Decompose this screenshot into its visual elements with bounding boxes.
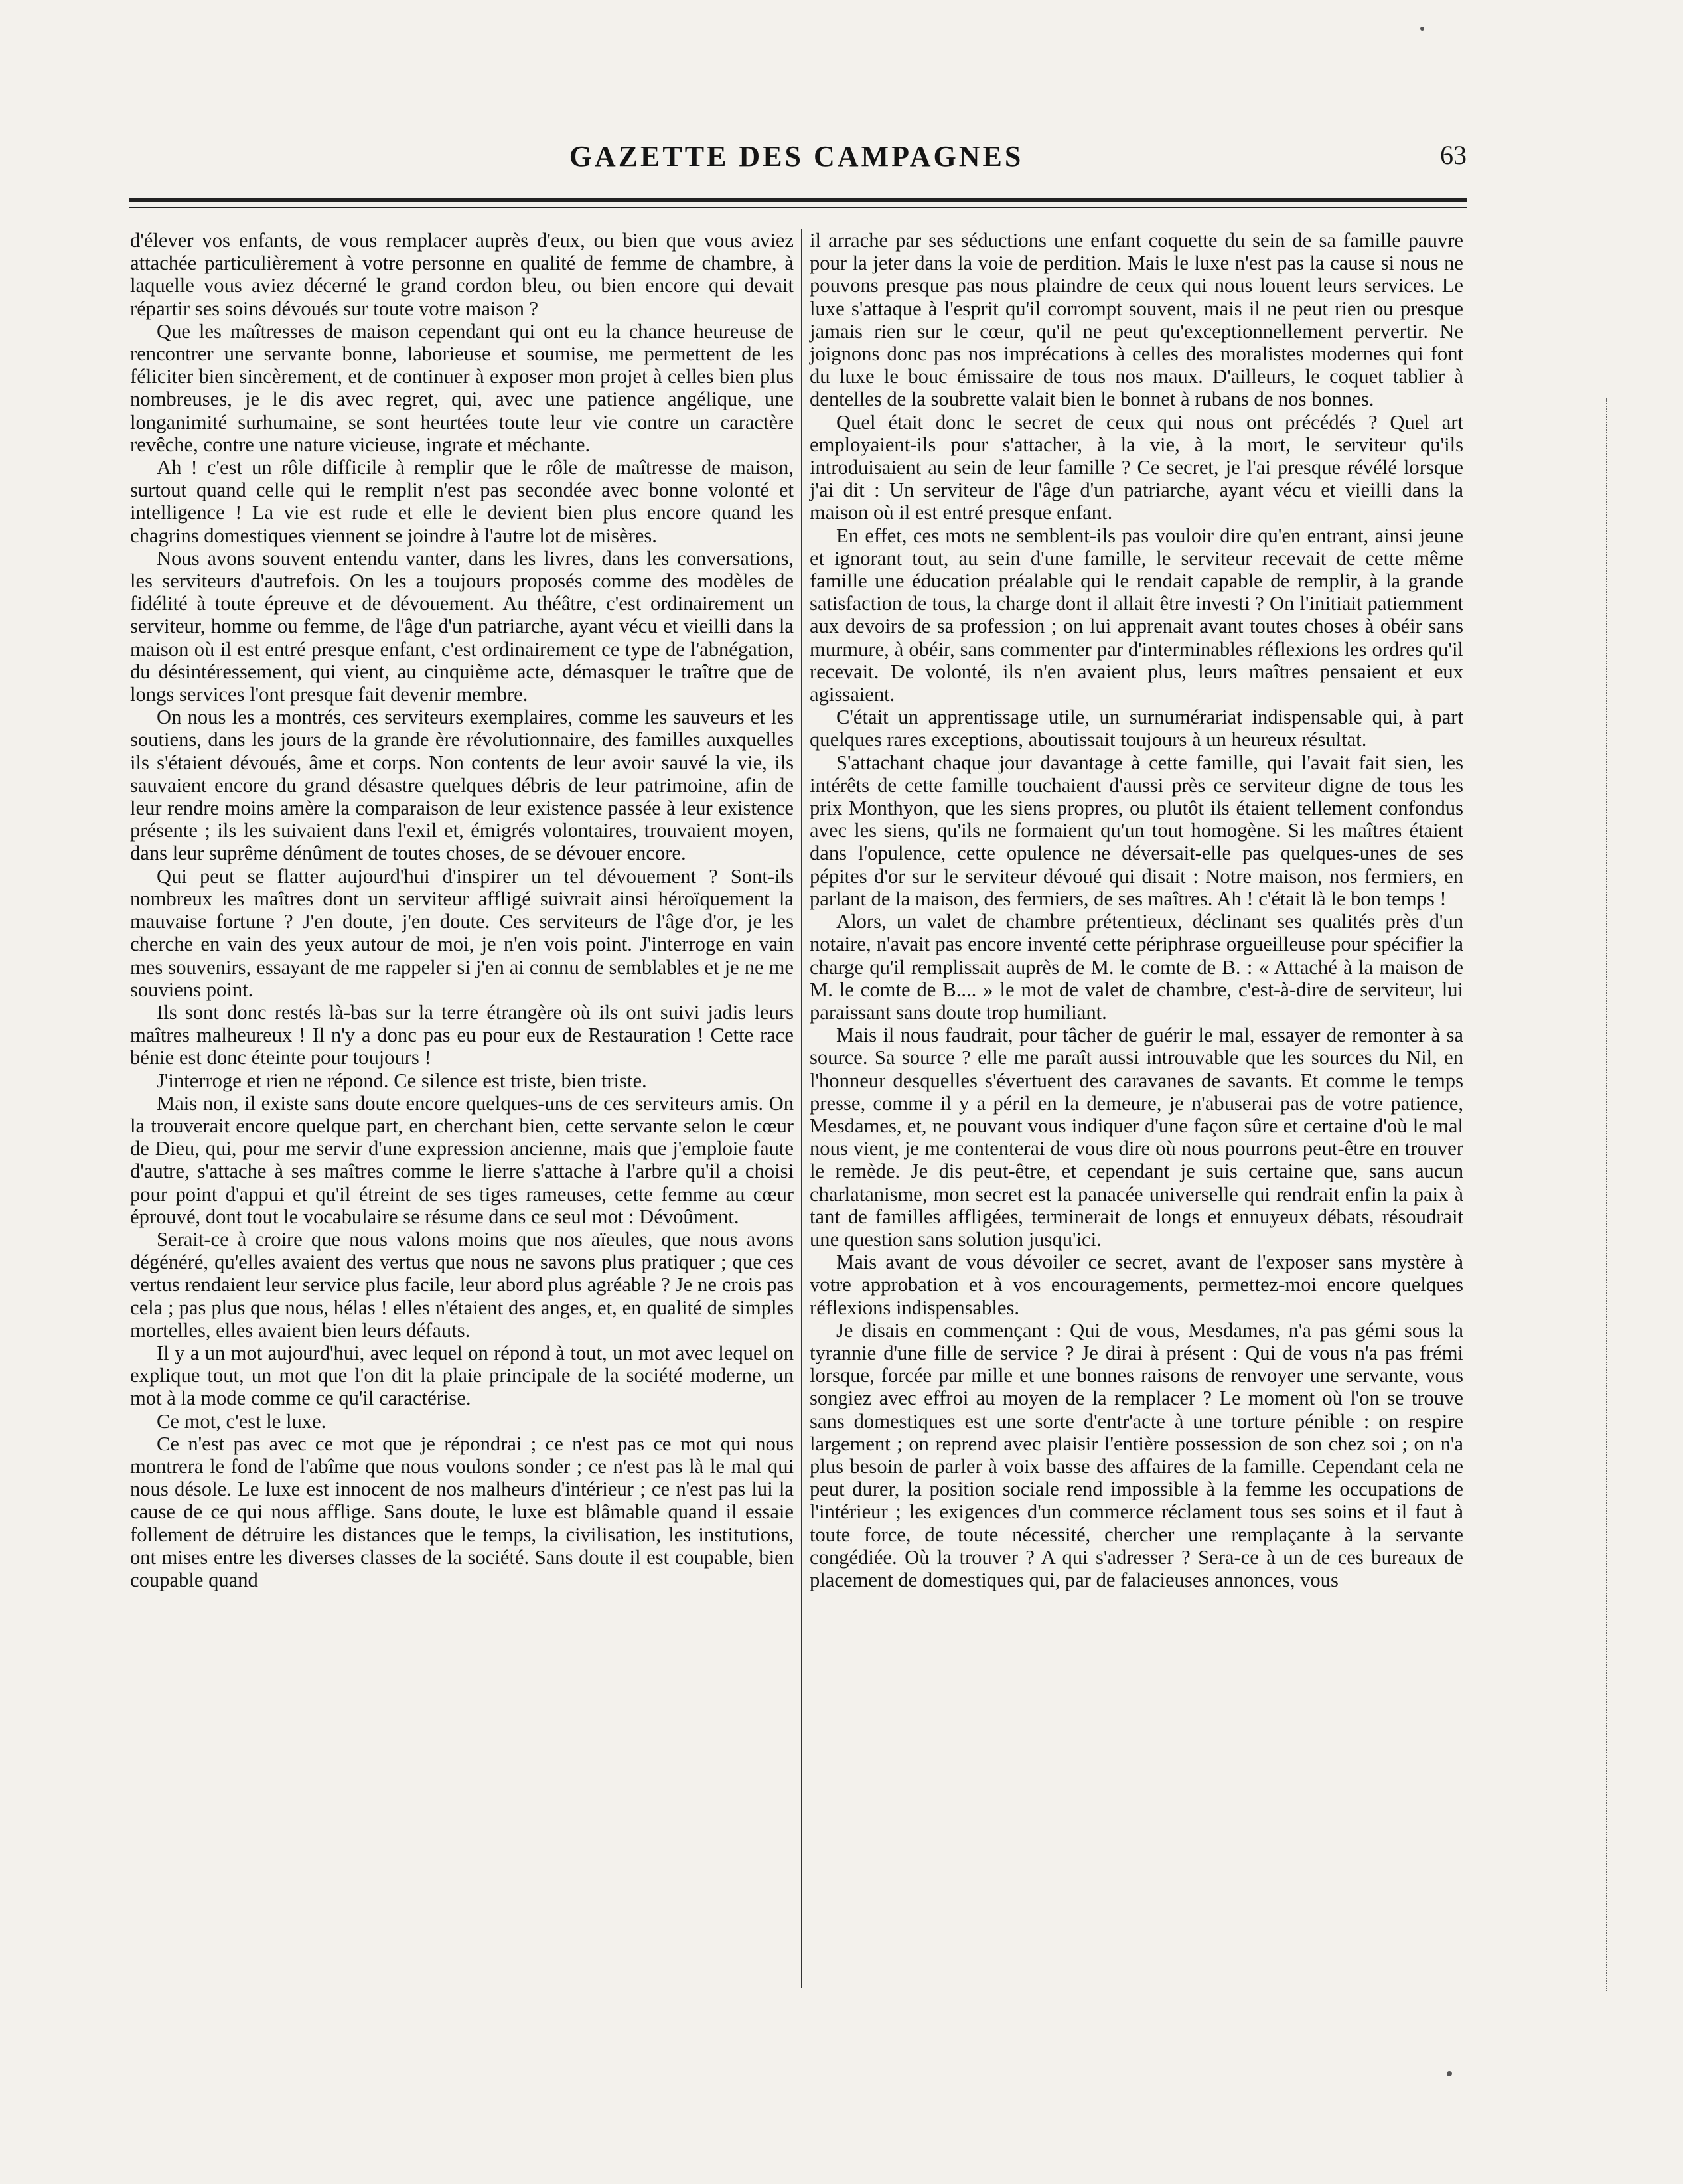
header-rule-thin: [129, 207, 1467, 208]
paragraph: Ils sont donc restés là-bas sur la terre étrangère où ils ont suivi jadis leurs maîtres malheureux ! Il n'y a donc pas eu pour eux de Restauration ! Cette race bénie est donc éteinte pour toujours !: [130, 1000, 794, 1069]
header-rule-thick: [129, 198, 1467, 202]
paragraph: Que les maîtresses de maison cependant qui ont eu la chance heureuse de rencontrer une servante bonne, laborieuse et soumise, me permettent de les féliciter bien sincèrement, et de continuer à exposer mon projet à celles bien plus nombreuses, je le dis avec regret, qui, avec une patience angélique, une longanimité surhumaine, se sont heurtées toute leur vie contre un caractère revêche, contre une nature vicieuse, ingrate et méchante.: [130, 319, 794, 456]
paragraph: Ce mot, c'est le luxe.: [157, 1409, 327, 1433]
paragraph: Alors, un valet de chambre prétentieux, déclinant ses qualités près d'un notaire, n'avait pas encore inventé cette périphrase orgueilleuse pour spécifier la charge qu'il remplissait auprès de M. le comte de B. : « Attaché à la maison de M. le comte de B.... » le mot de valet de chambre, c'est-à-dire de serviteur, lui paraissant sans doute trop humiliant.: [810, 910, 1463, 1024]
paragraph: Je disais en commençant : Qui de vous, Mesdames, n'a pas gémi sous la tyrannie d'une fille de service ? Je dirai à présent : Qui de vous n'a pas frémi lorsque, forcée par mille et une bonnes raisons de renvoyer une servante, vous songiez avec effroi au moyen de la remplacer ? Le moment où l'on se trouve sans domestiques est une sorte d'entr'acte à une torture pénible : on respire largement ; on reprend avec plaisir l'entière possession de son chez soi ; on n'a plus besoin de parler à voix basse des affaires de la famille. Cependant cela ne peut durer, la position sociale rend impossible à la femme les occupations de l'intérieur ; les exigences d'un commerce réclament tous ses soins et il faut à toute force, de toute nécessité, chercher une remplaçante à la servante congédiée. Où la trouver ? A qui s'adresser ? Sera-ce à un de ces bureaux de placement de domestiques qui, par de falacieuses annonces, vous: [810, 1318, 1463, 1591]
paragraph: Ce n'est pas avec ce mot que je répondrai ; ce n'est pas ce mot qui nous montrera le fond de l'abîme que nous voulons sonder ; ce n'est pas là le mal qui nous désole. Le luxe est innocent de nos malheurs d'intérieur ; ce n'est pas lui la cause de ce qui nous afflige. Sans doute, le luxe est blâmable quand il essaie follement de détruire les distances que le temps, la civilisation, les institutions, ont mises entre les diverses classes de la société. Sans doute il est coupable, bien coupable quand: [130, 1432, 794, 1591]
paragraph: Serait-ce à croire que nous valons moins que nos aïeules, que nous avons dégénéré, qu'elles avaient des vertus que nous ne savons plus pratiquer ; que ces vertus rendaient leur service plus facile, leur abord plus agréable ? Je ne crois pas cela ; pas plus que nous, hélas ! elles n'étaient des anges, et, en qualité de simples mortelles, elles avaient bien leurs défauts.: [130, 1227, 794, 1342]
left-column: [130, 229, 794, 1591]
paragraph: Mais non, il existe sans doute encore quelques-uns de ces serviteurs amis. On la trouverait encore quelque part, en cherchant bien, cette servante selon le cœur de Dieu, qui, pour me servir d'une expression ancienne, mais que j'emploie faute d'autre, s'attache à ses maîtres comme le lierre s'attache à l'arbre qu'il a choisi pour point d'appui et qu'il étreint de ses tiges rameuses, cette femme au cœur éprouvé, dont tout le vocabulaire se résume dans ce seul mot : Dévoûment.: [130, 1091, 794, 1228]
page-number: 63: [1440, 140, 1467, 170]
paragraph: Mais avant de vous dévoiler ce secret, avant de l'exposer sans mystère à votre approbation et à vos encouragements, permettez-moi encore quelques réflexions indispensables.: [810, 1251, 1463, 1319]
column-divider: [801, 229, 802, 1988]
right-column: [810, 229, 1463, 1591]
paragraph: Nous avons souvent entendu vanter, dans les livres, dans les conversations, les serviteurs d'autrefois. On les a toujours proposés comme des modèles de fidélité à toute épreuve et de dévouement. Au théâtre, c'est ordinairement un serviteur, homme ou femme, de l'âge d'un patriarche, ayant vécu et vieilli dans la maison où il est entré presque enfant, c'est ordinairement ce type de l'abnégation, du désintéressement, qui vient, au cinquième acte, démasquer le traître que de longs services l'ont presque fait devenir membre.: [130, 546, 794, 706]
paragraph: C'était un apprentissage utile, un surnumérariat indispensable qui, à part quelques rares exceptions, aboutissait toujours à un heureux résultat.: [810, 706, 1463, 751]
paragraph: Mais il nous faudrait, pour tâcher de guérir le mal, essayer de remonter à sa source. Sa source ? elle me paraît aussi introuvable que les sources du Nil, en l'honneur desquelles s'évertuent des caravanes de savants. Et comme le temps presse, comme il y a péril en la demeure, je n'abuserai pas de votre patience, Mesdames, et, ne pouvant vous indiquer d'une façon sûre et certaine d'où le mal nous vient, je me contenterai de vous dire où nous pourrons peut-être en trouver le remède. Je dis peut-être, et cependant je suis certaine que, sans aucun charlatanisme, mon secret est la panacée universelle qui rendrait enfin la paix à tant de familles affligées, terminerait de longs et ennuyeux débats, résoudrait une question sans solution jusqu'ici.: [810, 1024, 1463, 1251]
paragraph: Qui peut se flatter aujourd'hui d'inspirer un tel dévouement ? Sont-ils nombreux les maîtres dont un serviteur affligé suivrait ainsi héroïquement la mauvaise fortune ? J'en doute, j'en doute. Ces serviteurs de l'âge d'or, je les cherche en vain des yeux autour de moi, je n'en vois point. J'interroge en vain mes souvenirs, essayant de me rappeler si j'en ai connu de semblables et je ne me souviens point.: [130, 864, 794, 1001]
paragraph: J'interroge et rien ne répond. Ce silence est triste, bien triste.: [157, 1069, 647, 1092]
paragraph: Ah ! c'est un rôle difficile à remplir que le rôle de maîtresse de maison, surtout quand celle qui le remplit n'est pas secondée avec bonne volonté et intelligence ! La vie est rude et elle le devient bien plus encore quand les chagrins domestiques viennent se joindre à l'autre lot de misères.: [130, 456, 794, 547]
paragraph: il arrache par ses séductions une enfant coquette du sein de sa famille pauvre pour la jeter dans la voie de perdition. Mais le luxe n'est pas la cause si nous ne pouvons presque pas nous plaindre de ceux qui nous louent leurs services. Le luxe s'attaque à l'esprit qu'il corrompt souvent, mais il ne peut rien ou presque jamais rien sur le cœur, qu'il ne peut qu'exceptionnellement pervertir. Ne joignons donc pas nos imprécations à celles des moralistes modernes qui font du luxe le bouc émissaire de tous nos maux. D'ailleurs, le coquet tablier à dentelles de la soubrette valait bien le bonnet à rubans de nos bonnes.: [810, 229, 1463, 411]
paragraph: d'élever vos enfants, de vous remplacer auprès d'eux, ou bien que vous aviez attachée particulièrement à votre personne en qualité de femme de chambre, à laquelle vous aviez décerné le grand cordon bleu, ou bien encore qui devait répartir ses soins dévoués sur toute votre maison ?: [130, 229, 794, 320]
margin-bleed-marks: [1606, 398, 1621, 1991]
paragraph: Quel était donc le secret de ceux qui nous ont précédés ? Quel art employaient-ils pour s'attacher, à la vie, à la mort, le serviteur qu'ils introduisaient au sein de leur famille ? Ce secret, je l'ai presque révélé lorsque j'ai dit : Un serviteur de l'âge d'un patriarche, ayant vécu et vieilli dans la maison où il est entré presque enfant.: [810, 410, 1463, 524]
paragraph: Il y a un mot aujourd'hui, avec lequel on répond à tout, un mot avec lequel on explique tout, un mot que l'on dit la plaie principale de la société moderne, un mot à la mode comme ce qu'il caractérise.: [130, 1341, 794, 1410]
ink-speck: [1447, 2071, 1452, 2076]
page-header: [126, 133, 1467, 179]
ink-speck: [1420, 27, 1424, 31]
paragraph: S'attachant chaque jour davantage à cette famille, qui l'avait fait sien, les intérêts de cette famille touchaient d'aussi près ce serviteur digne de tous les prix Monthyon, que les siens propres, ou plutôt ils étaient tellement confondus avec les siens, qu'ils ne formaient qu'un tout homogène. Si les maîtres étaient dans l'opulence, cette opulence ne déversait-elle pas quelques-unes de ses pépites d'or sur le serviteur dévoué qui disait : Notre maison, nos fermiers, en parlant de la maison, des fermiers, de ses maîtres. Ah ! c'était là le bon temps !: [810, 751, 1463, 910]
newspaper-title: GAZETTE DES CAMPAGNES: [569, 140, 1024, 173]
paragraph: On nous les a montrés, ces serviteurs exemplaires, comme les sauveurs et les soutiens, dans les jours de la grande ère révolutionnaire, des familles auxquelles ils s'étaient dévoués, âme et corps. Non contents de leur avoir sauvé la vie, ils sauvaient encore du grand désastre quelques débris de leur patrimoine, afin de leur rendre moins amère la comparaison de leur existence passée à leur existence présente ; ils les suivaient dans l'exil et, émigrés volontaires, trouvaient moyen, dans leur suprême dénûment de toutes choses, de se dévouer encore.: [130, 706, 794, 865]
paragraph: En effet, ces mots ne semblent-ils pas vouloir dire qu'en entrant, ainsi jeune et ignorant tout, au sein d'une famille, le serviteur recevait de cette même famille une éducation préalable qui le rendait capable de remplir, à la grande satisfaction de tous, la charge dont il allait être investi ? On l'initiait patiemment aux devoirs de sa profession ; on lui apprenait avant toutes choses à obéir sans murmure, à obéir, sans commenter par d'interminables réflexions les ordres qu'il recevait. De volonté, ils n'en avaient plus, leurs maîtres pensaient et eux agissaient.: [810, 524, 1463, 706]
